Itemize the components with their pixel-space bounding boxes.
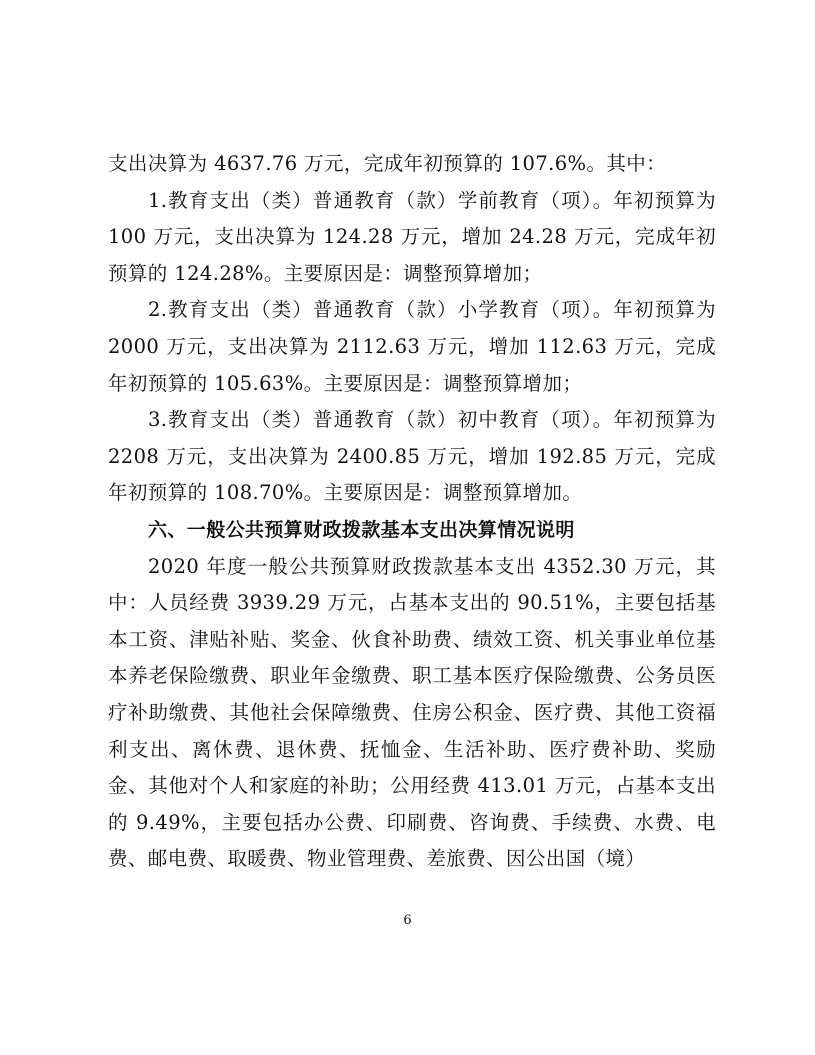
paragraph-item-1-preschool: 1.教育支出（类）普通教育（款）学前教育（项）。年初预算为 100 万元，支出决算为 124.28 万元，增加 24.28 万元，完成年初预算的 124.28%。主要原因是：调整预算增加； (108, 188, 716, 285)
paragraph-basic-expenditure: 2020 年度一般公共预算财政拨款基本支出 4352.30 万元，其中：人员经费 3939.29 万元，占基本支出的 90.51%，主要包括基本工资、津贴补贴、奖金、伙食补助费、绩效工资、机关事业单位基本养老保险缴费、职业年金缴费、职工基本医疗保险缴费、公务员医疗补助缴费、其他社会保障缴费、住房公积金、医疗费、其他工资福利支出、离休费、退休费、抚恤金、生活补助、医疗费补助、奖励金、其他对个人和家庭的补助；公用经费 413.01 万元，占基本支出的 9.49%，主要包括办公费、印刷费、咨询费、手续费、水费、电费、邮电费、取暖费、物业管理费、差旅费、因公出国（境） (108, 554, 716, 871)
paragraph-continuation: 支出决算为 4637.76 万元，完成年初预算的 107.6%。其中： (108, 152, 667, 175)
document-body (108, 146, 716, 878)
paragraph-item-2-primary: 2.教育支出（类）普通教育（款）小学教育（项）。年初预算为 2000 万元，支出决算为 2112.63 万元，增加 112.63 万元，完成年初预算的 105.63%。主要原因是：调整预算增加； (108, 298, 716, 395)
paragraph-item-3-junior: 3.教育支出（类）普通教育（款）初中教育（项）。年初预算为 2208 万元，支出决算为 2400.85 万元，增加 192.85 万元，完成年初预算的 108.70%。主要原因是：调整预算增加。 (108, 408, 716, 505)
section-heading-six: 六、一般公共预算财政拨款基本支出决算情况说明 (148, 518, 575, 541)
page-number: 6 (403, 913, 412, 928)
